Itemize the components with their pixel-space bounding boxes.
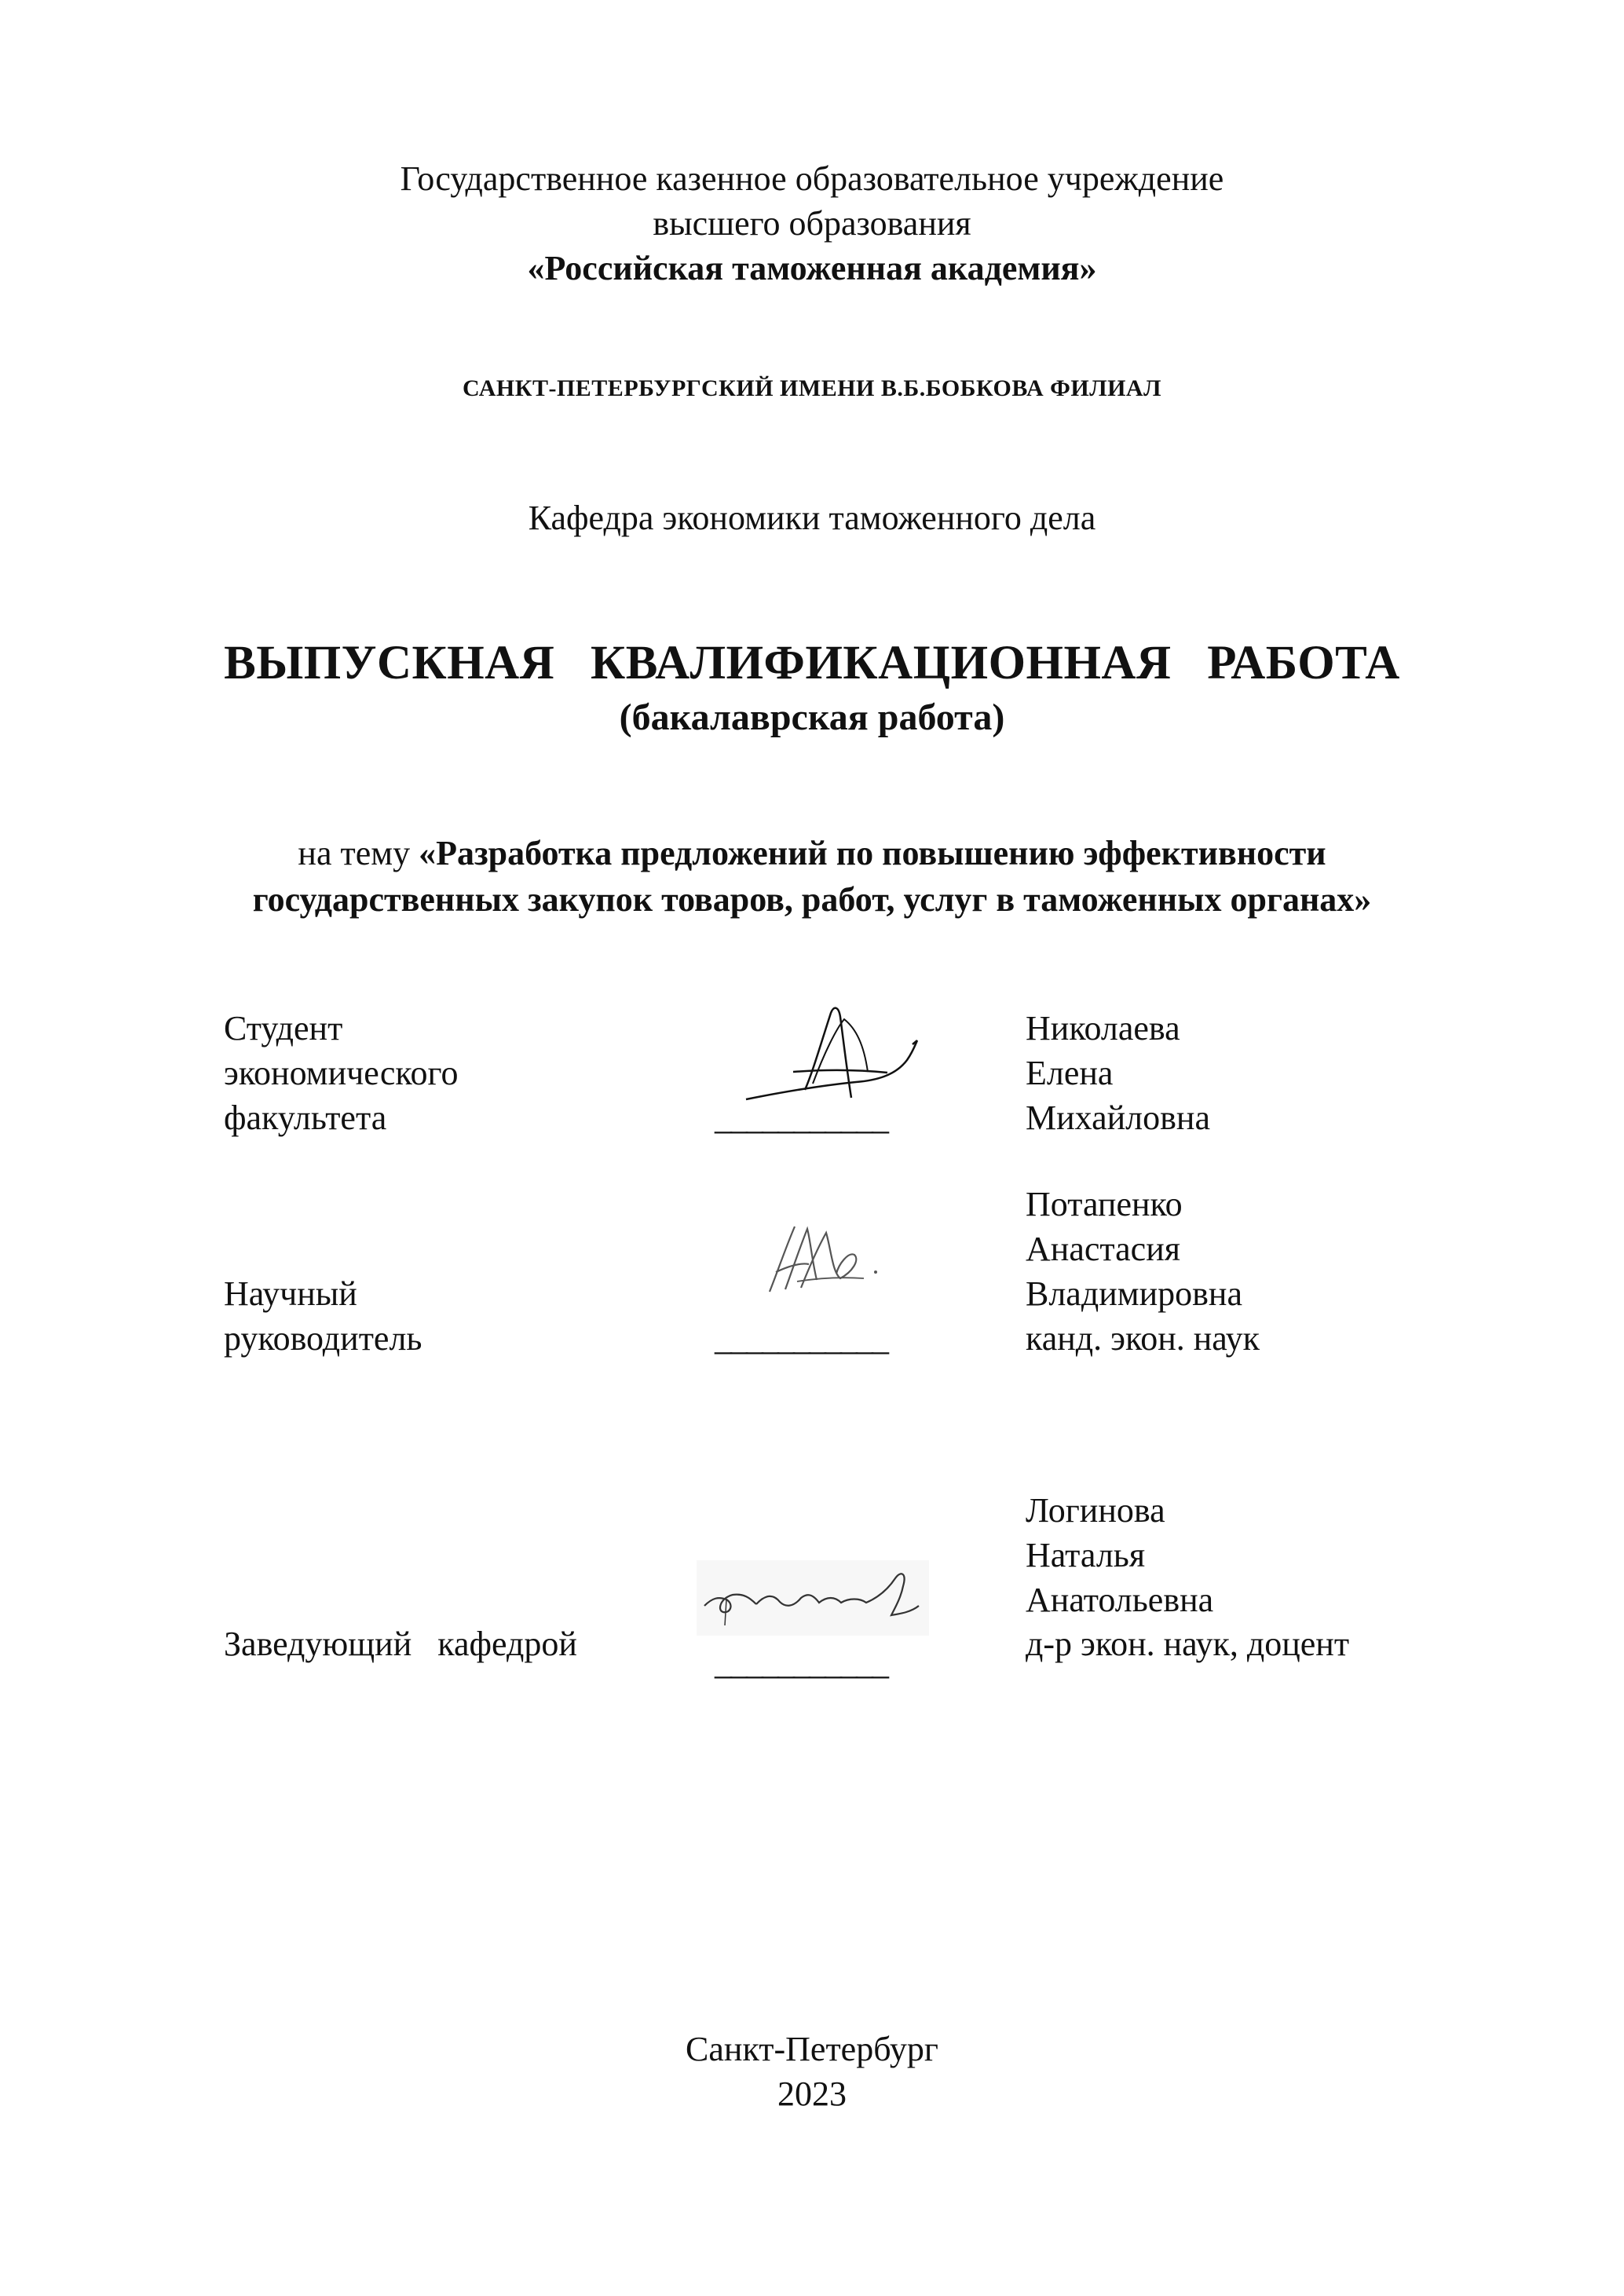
- document-subtitle: (бакалаврская работа): [619, 696, 1005, 738]
- student-role-line-1: Студент: [224, 1009, 343, 1047]
- head-signature-line: ___________: [715, 1643, 887, 1682]
- student-first-name: Елена: [1026, 1054, 1114, 1092]
- head-degree: д-р экон. наук, доцент: [1026, 1625, 1350, 1663]
- supervisor-signature: [754, 1217, 887, 1303]
- institution-line-1: Государственное казенное образовательное учреждение: [400, 159, 1224, 198]
- head-signature: [695, 1559, 931, 1637]
- supervisor-degree: канд. экон. наук: [1026, 1319, 1260, 1358]
- topic-title-part-1: «Разработка предложений по повышению эффективности: [419, 834, 1326, 872]
- topic-prefix: на тему: [298, 834, 419, 872]
- institution-line-2: высшего образования: [653, 204, 971, 243]
- head-last-name: Логинова: [1026, 1491, 1165, 1530]
- head-patronymic: Анатольевна: [1026, 1581, 1214, 1619]
- document-title: ВЫПУСКНАЯ КВАЛИФИКАЦИОННАЯ РАБОТА: [224, 637, 1400, 689]
- supervisor-role-line-1: Научный: [224, 1274, 357, 1313]
- head-first-name: Наталья: [1026, 1536, 1146, 1574]
- supervisor-last-name: Потапенко: [1026, 1185, 1183, 1223]
- topic-title-part-2: государственных закупок товаров, работ, услуг в таможенных органах»: [252, 880, 1372, 919]
- supervisor-patronymic: Владимировна: [1026, 1274, 1243, 1313]
- supervisor-signature-line: ___________: [715, 1319, 887, 1358]
- supervisor-first-name: Анастасия: [1026, 1230, 1180, 1268]
- year: 2023: [777, 2075, 847, 2113]
- student-role-line-2: экономического: [224, 1054, 459, 1092]
- student-signature-line: ___________: [715, 1099, 887, 1137]
- student-role-line-3: факультета: [224, 1099, 387, 1137]
- department-name: Кафедра экономики таможенного дела: [528, 499, 1096, 537]
- head-role: Заведующий кафедрой: [224, 1625, 577, 1663]
- branch-name: САНКТ-ПЕТЕРБУРГСКИЙ ИМЕНИ В.Б.БОБКОВА ФИЛИАЛ: [463, 375, 1161, 401]
- student-last-name: Николаева: [1026, 1009, 1180, 1047]
- student-patronymic: Михайловна: [1026, 1099, 1210, 1137]
- topic-line-1: [0, 831, 1624, 876]
- academy-name: «Российская таможенная академия»: [527, 249, 1097, 287]
- city: Санкт-Петербург: [686, 2030, 938, 2068]
- supervisor-role-line-2: руководитель: [224, 1319, 422, 1358]
